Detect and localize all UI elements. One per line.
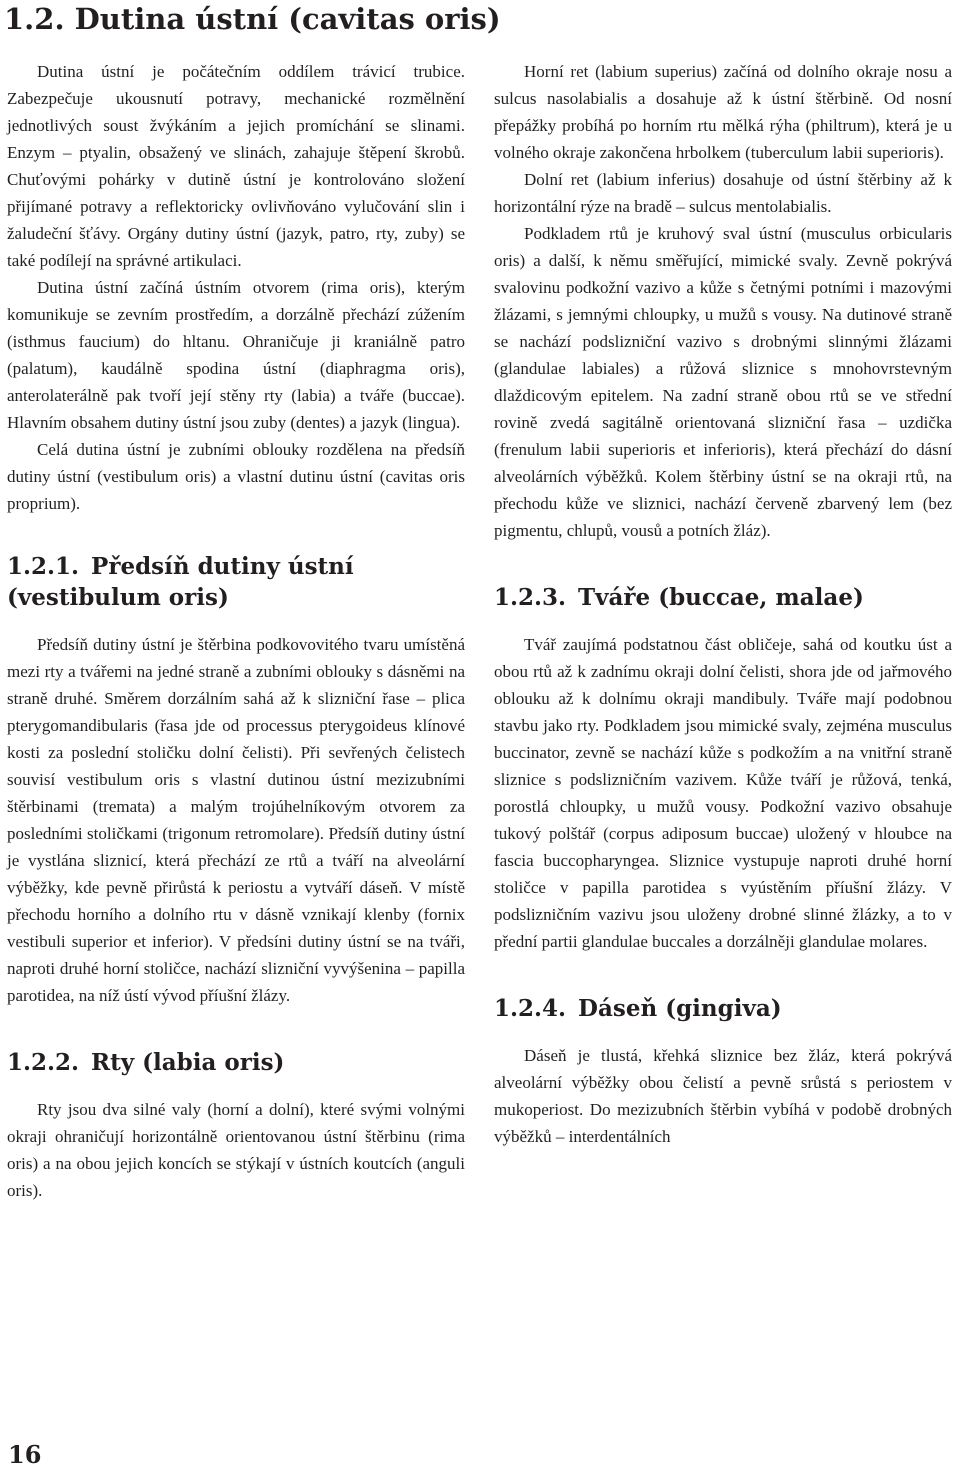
section-number: 1.2.2. — [7, 1049, 80, 1076]
section-number: 1.2.3. — [494, 584, 567, 611]
right-column — [494, 58, 952, 1150]
section-title: Dáseň (gingiva) — [578, 995, 782, 1022]
section-number: 1.2.4. — [494, 995, 567, 1022]
upper-lip-paragraph: Horní ret (labium superius) začíná od dolního okraje nosu a sulcus nasolabialis a dosahuje až k ústní štěrbině. Od nosní přepážky probíhá po horním rtu mělká rýha (philtrum), která je u volného okraje zakončena hrbolkem (tuberculum labii superioris). — [494, 62, 952, 162]
lower-lip-paragraph: Dolní ret (labium inferius) dosahuje od ústní štěrbiny až k horizontální rýze na bradě – sulcus mentolabialis. — [494, 170, 952, 216]
section-1-2-2-paragraph: Rty jsou dva silné valy (horní a dolní), které svými volnými okraji ohraničují horizontálně orientovanou ústní štěrbinu (rima oris) a na obou jejich koncích se stýkají v ústních koutcích (anguli oris). — [7, 1100, 465, 1200]
section-title: Předsíň dutiny ústní (vestibulum oris) — [7, 553, 354, 611]
page-number: 16 — [8, 1440, 42, 1469]
section-title: Rty (labia oris) — [91, 1049, 285, 1076]
intro-paragraph-3: Celá dutina ústní je zubními oblouky rozdělena na předsíň dutiny ústní (vestibulum oris) a vlastní dutinu ústní (cavitas oris proprium). — [7, 440, 465, 513]
section-1-2-1-paragraph: Předsíň dutiny ústní je štěrbina podkovovitého tvaru umístěná mezi rty a tvářemi na jedné straně a zubními oblouky s dásněmi na straně druhé. Směrem dorzálním sahá až k slizniční řase – plica pterygomandibularis (řasa jde od processus pterygoideus klínové kosti za poslední stoličku dolní čelisti). Při sevřených čelistech souvisí vestibulum oris s vlastní dutinou ústní mezizubními štěrbinami (tremata) a malým trojúhelníkovým otvorem za posledními stoličkami (trigonum retromolare). Předsíň dutiny ústní je vystlána sliznicí, která přechází ze rtů a tváří na alveolární výběžky, kde pevně přirůstá k periostu a vytváří dáseň. V místě přechodu horního a dolního rtu v dásně vznikají klenby (fornix vestibuli superior et inferior). V předsíni dutiny ústní se na tváři, naproti druhé horní stoličce, nachází slizniční vyvýšenina – papilla parotidea, na níž ústí vývod příušní žlázy. — [7, 635, 465, 1005]
section-heading-1-2-4 — [494, 993, 952, 1024]
section-1-2-3-paragraph: Tvář zaujímá podstatnou část obličeje, sahá od koutku úst a obou rtů až k zadnímu okraji dolní čelisti, shora jde od jařmového oblouku až k dolnímu okraji mandibuly. Tváře mají podobnou stavbu jako rty. Podkladem jsou mimické svaly, zejména musculus buccinator, zevně se nachází kůže s podkožím a na vnitřní straně sliznice s podslizničním vazivem. Kůže tváří je růžová, tenká, porostlá chloupky, u mužů vousy. Podkožní vazivo obsahuje tukový polštář (corpus adiposum buccae) uložený v hloubce na fascia buccopharyngea. Sliznice vystupuje naproti druhé horní stoličce v papilla parotidea s vyústěním příušní žlázy. V podslizničním vazivu jsou uloženy drobné slinné žlázky, a to v přední partii glandulae buccales a dorzálněji glandulae molares. — [494, 635, 952, 951]
section-heading-1-2-1 — [7, 551, 465, 613]
section-1-2-4-paragraph: Dáseň je tlustá, křehká sliznice bez žláz, která pokrývá alveolární výběžky obou čelistí a pevně srůstá s periostem v mukoperiost. Do mezizubních štěrbin vybíhá v podobě drobných výběžků – interdentálních — [494, 1046, 952, 1146]
section-number: 1.2.1. — [7, 553, 80, 580]
section-heading-1-2-2 — [7, 1047, 465, 1078]
intro-paragraph-2: Dutina ústní začíná ústním otvorem (rima oris), kterým komunikuje se zevním prostředím, a dorzálně přechází zúžením (isthmus faucium) do hltanu. Ohraničuje ji kraniálně patro (palatum), kaudálně spodina ústní (diaphragma oris), anterolaterálně pak tvoří její stěny rty (labia) a tváře (buccae). Hlavním obsahem dutiny ústní jsou zuby (dentes) a jazyk (lingua). — [7, 278, 465, 432]
intro-paragraph-1: Dutina ústní je počátečním oddílem trávicí trubice. Zabezpečuje ukousnutí potravy, mechanické rozmělnění jednotlivých soust žvýkáním a jejich promíchání se slinami. Enzym – ptyalin, obsažený ve slinách, zahajuje štěpení škrobů. Chuťovými pohárky v dutině ústní je kontrolováno složení přijímané potravy a reflektoricky ovlivňováno vylučování slin i žaludeční šťávy. Orgány dutiny ústní (jazyk, patro, rty, zuby) se také podílejí na správné artikulaci. — [7, 62, 465, 270]
section-title: Tváře (buccae, malae) — [578, 584, 864, 611]
page-title: 1.2. Dutina ústní (cavitas oris) — [4, 2, 501, 36]
left-column — [7, 58, 465, 1204]
lip-structure-paragraph: Podkladem rtů je kruhový sval ústní (musculus orbicularis oris) a další, k němu směřující, mimické svaly. Zevně pokrývá svalovinu podkožní vazivo a kůže s četnými potními i mazovými žlázami, s jemnými chloupky, u mužů s vousy. Na dutinové straně se nachází podslizniční vazivo s drobnými slinnými žlázami (glandulae labiales) a růžová sliznice s mnohovrstevným dlaždicovým epitelem. Na zadní straně obou rtů se ve střední rovině zvedá sagitálně orientovaná slizniční řasa – uzdička (frenulum labii superioris et inferioris), která přechází do dásní alveolárních výběžků. Kolem štěrbiny ústní se na okraji rtů, na přechodu kůže ve sliznici, nachází červeně zbarvený lem (bez pigmentu, chlupů, vousů a potních žláz). — [494, 224, 952, 540]
section-heading-1-2-3 — [494, 582, 952, 613]
